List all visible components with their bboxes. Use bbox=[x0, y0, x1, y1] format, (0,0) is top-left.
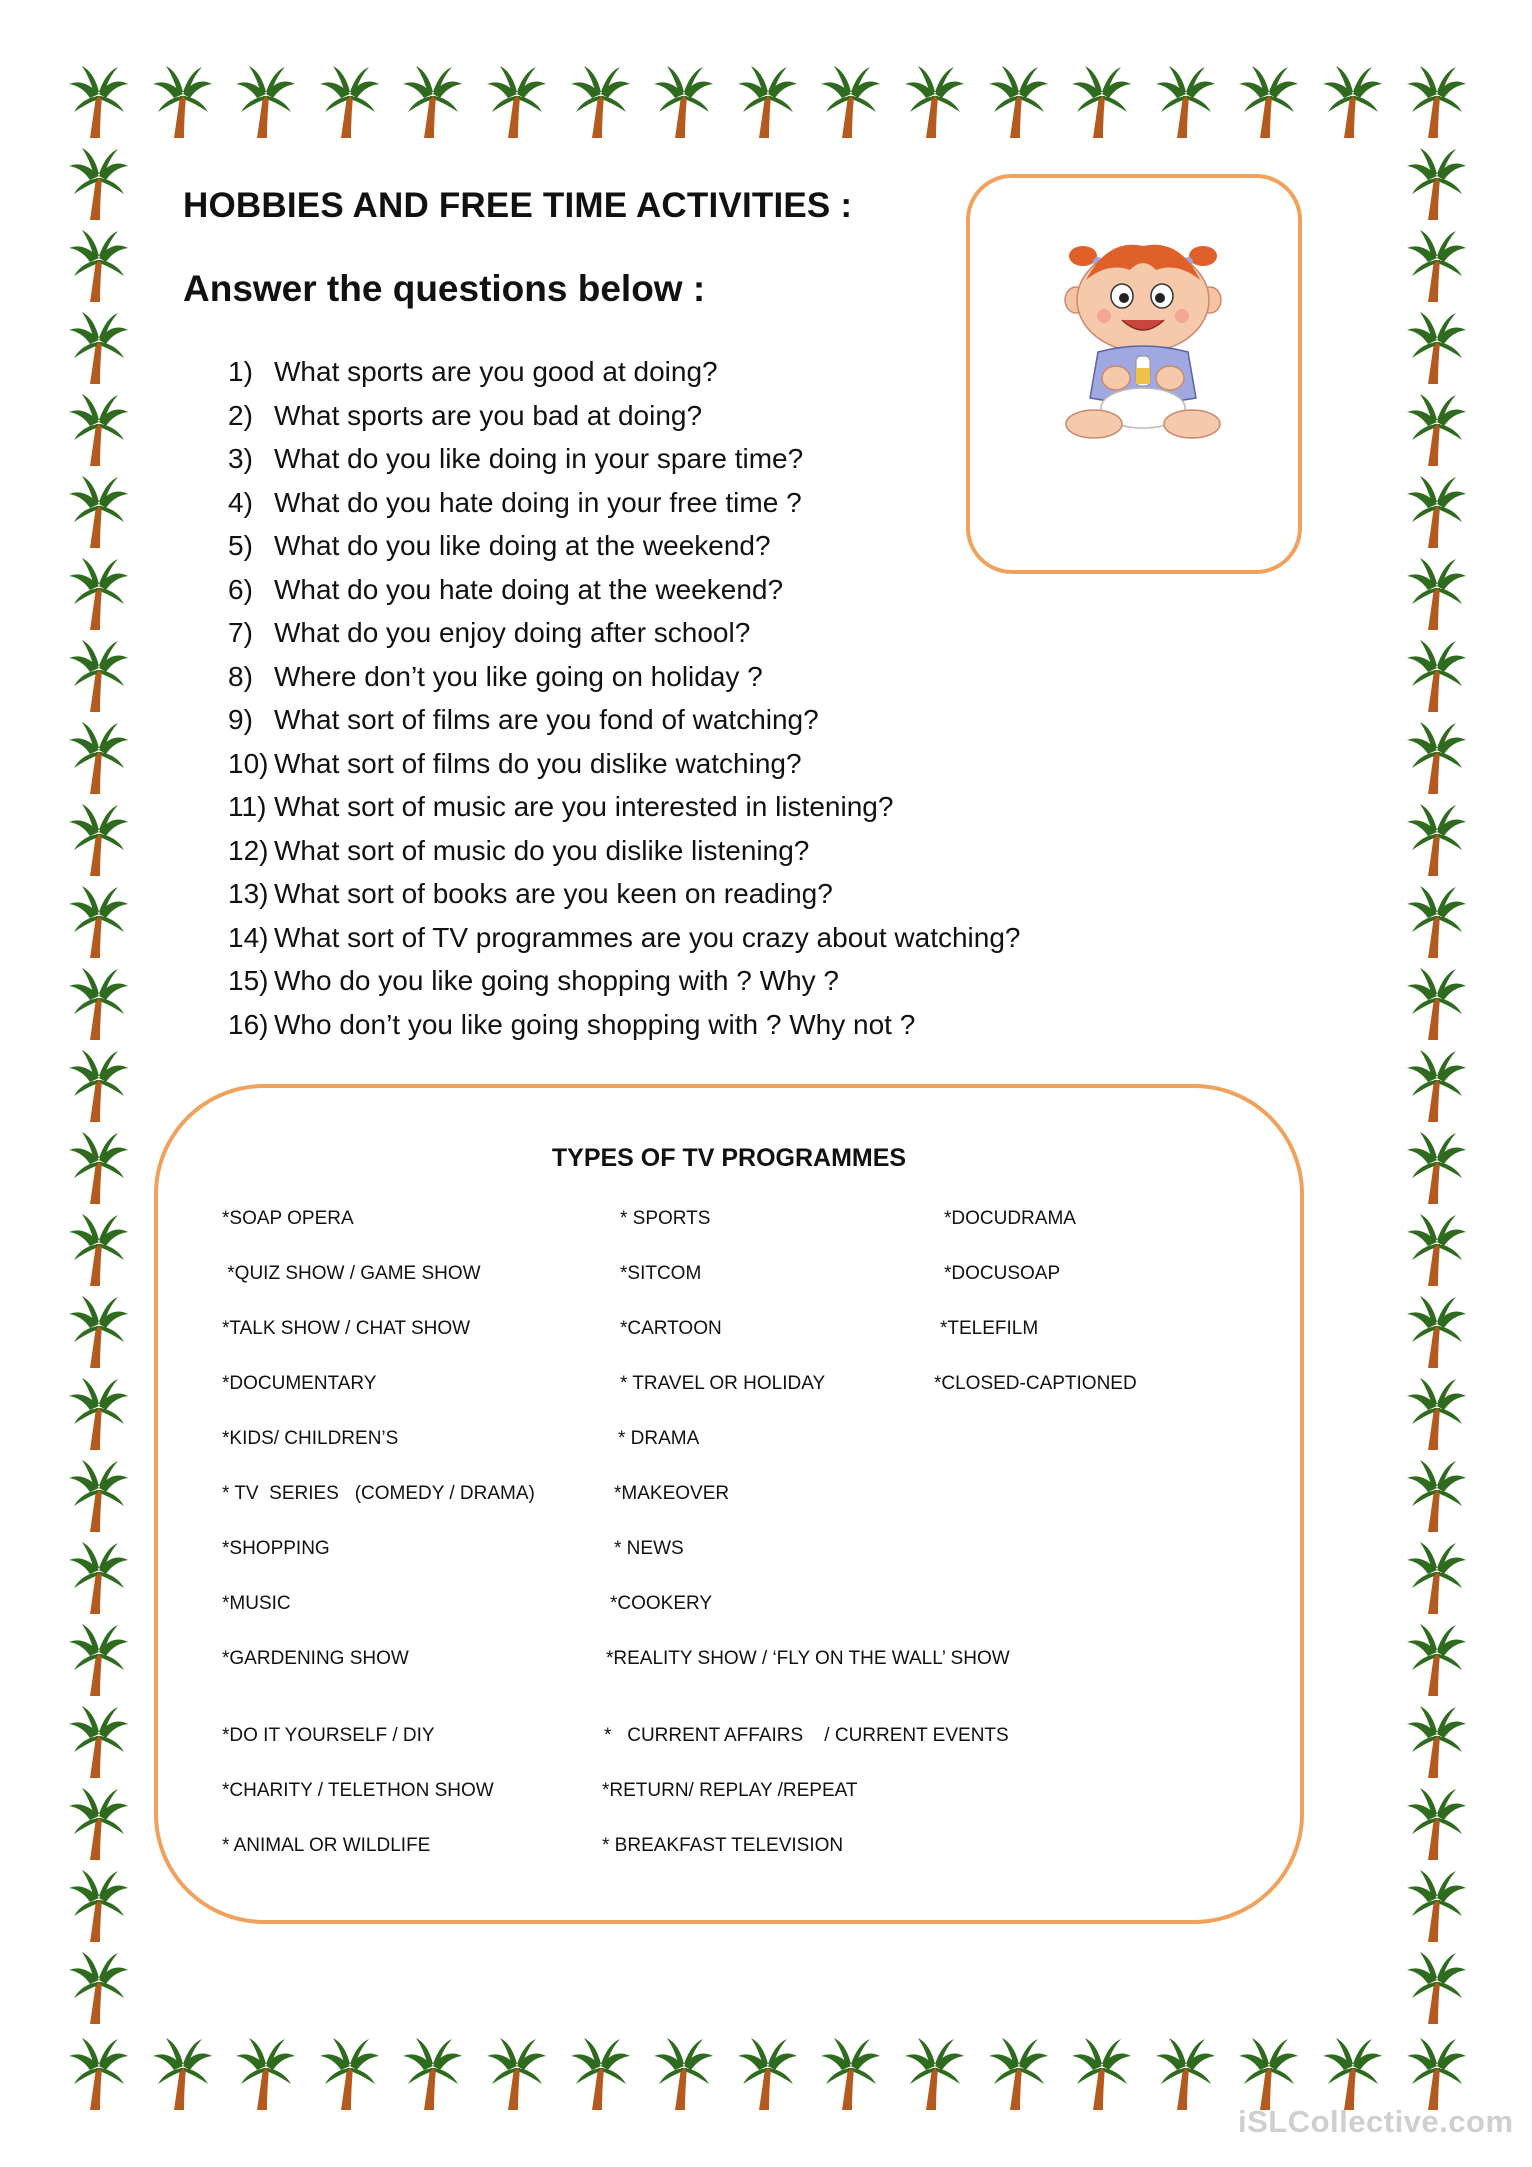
question-item bbox=[228, 829, 1020, 873]
question-number: 3) bbox=[228, 443, 253, 474]
question-number: 8) bbox=[228, 660, 253, 692]
tv-type-item: *TELEFILM bbox=[940, 1318, 1039, 1339]
palm-tree-icon bbox=[66, 1784, 130, 1862]
palm-tree-icon bbox=[66, 62, 130, 140]
palm-tree-icon bbox=[150, 2034, 214, 2112]
palm-tree-icon bbox=[1236, 2034, 1300, 2112]
question-text: What sports are you bad at doing? bbox=[274, 399, 703, 431]
question-item bbox=[228, 742, 1020, 786]
palm-tree-icon bbox=[1404, 226, 1468, 304]
palm-tree-icon bbox=[986, 62, 1050, 140]
question-item bbox=[228, 611, 1020, 655]
question-text: Who don’t you like going shopping with ? Why not ? bbox=[274, 1008, 916, 1040]
question-number: 16) bbox=[228, 1008, 269, 1040]
palm-tree-icon bbox=[818, 62, 882, 140]
palm-tree-icon bbox=[902, 2034, 966, 2112]
question-text: What do you hate doing in your free time ? bbox=[274, 486, 802, 518]
palm-tree-icon bbox=[317, 2034, 381, 2112]
question-item bbox=[228, 350, 1020, 394]
palm-tree-icon bbox=[735, 62, 799, 140]
question-item bbox=[228, 568, 1020, 612]
palm-tree-icon bbox=[1320, 2034, 1384, 2112]
question-text: What sort of TV programmes are you crazy about watching? bbox=[274, 921, 1021, 953]
question-item bbox=[228, 394, 1020, 438]
palm-tree-icon bbox=[1404, 964, 1468, 1042]
palm-tree-icon bbox=[150, 62, 214, 140]
palm-tree-icon bbox=[1153, 62, 1217, 140]
tv-type-item: * SPORTS bbox=[620, 1208, 711, 1229]
tv-type-item: *CLOSED-CAPTIONED bbox=[934, 1373, 1137, 1394]
question-number: 2) bbox=[228, 399, 253, 431]
tv-type-item: * DRAMA bbox=[618, 1428, 700, 1449]
palm-tree-icon bbox=[66, 144, 130, 222]
palm-tree-icon bbox=[1069, 62, 1133, 140]
palm-tree-icon bbox=[400, 2034, 464, 2112]
question-number: 7) bbox=[228, 617, 253, 648]
question-text: What do you enjoy doing after school? bbox=[274, 617, 751, 648]
tv-type-item: * CURRENT AFFAIRS / CURRENT EVENTS bbox=[604, 1725, 1009, 1746]
question-item bbox=[228, 698, 1020, 742]
palm-tree-icon bbox=[1404, 144, 1468, 222]
question-number: 11) bbox=[228, 791, 267, 822]
palm-tree-icon bbox=[66, 2034, 130, 2112]
tv-type-item: *MAKEOVER bbox=[614, 1483, 730, 1504]
palm-tree-icon bbox=[1069, 2034, 1133, 2112]
palm-tree-icon bbox=[1404, 1210, 1468, 1288]
tv-programmes-box bbox=[154, 1084, 1304, 1924]
palm-tree-icon bbox=[1404, 718, 1468, 796]
palm-tree-icon bbox=[66, 800, 130, 878]
palm-tree-icon bbox=[1404, 1046, 1468, 1124]
tv-type-item: * TV SERIES (COMEDY / DRAMA) bbox=[222, 1483, 535, 1504]
palm-tree-icon bbox=[568, 62, 632, 140]
palm-tree-icon bbox=[1404, 308, 1468, 386]
palm-tree-icon bbox=[1404, 1702, 1468, 1780]
question-item bbox=[228, 916, 1020, 960]
palm-tree-icon bbox=[66, 882, 130, 960]
question-text: What do you like doing at the weekend? bbox=[274, 530, 771, 561]
question-text: What sort of films are you fond of watching? bbox=[274, 704, 819, 735]
question-number: 13) bbox=[228, 878, 269, 909]
question-text: What sports are you good at doing? bbox=[274, 356, 718, 387]
tv-type-item: * ANIMAL OR WILDLIFE bbox=[222, 1835, 431, 1856]
palm-tree-icon bbox=[400, 62, 464, 140]
tv-type-item: *TALK SHOW / CHAT SHOW bbox=[222, 1318, 471, 1339]
palm-tree-icon bbox=[1404, 800, 1468, 878]
tv-type-item: * TRAVEL OR HOLIDAY bbox=[620, 1373, 826, 1394]
question-item bbox=[228, 872, 1020, 916]
tv-type-item: *SHOPPING bbox=[222, 1538, 330, 1559]
question-text: Who do you like going shopping with ? Why ? bbox=[274, 965, 839, 996]
palm-tree-icon bbox=[66, 1456, 130, 1534]
palm-tree-icon bbox=[1404, 554, 1468, 632]
palm-tree-icon bbox=[1404, 1128, 1468, 1206]
question-item bbox=[228, 1003, 1020, 1047]
tv-type-item: *SOAP OPERA bbox=[222, 1208, 354, 1229]
palm-tree-icon bbox=[66, 390, 130, 468]
tv-type-item: *KIDS/ CHILDREN’S bbox=[222, 1428, 399, 1449]
tv-type-item: *DOCUSOAP bbox=[944, 1263, 1061, 1284]
question-text: What do you like doing in your spare time? bbox=[274, 443, 804, 474]
question-item bbox=[228, 524, 1020, 568]
question-number: 14) bbox=[228, 921, 269, 953]
palm-tree-icon bbox=[1153, 2034, 1217, 2112]
palm-tree-icon bbox=[735, 2034, 799, 2112]
question-text: What sort of music do you dislike listening? bbox=[274, 834, 810, 866]
question-text: What sort of films do you dislike watching? bbox=[274, 747, 802, 779]
question-number: 4) bbox=[228, 486, 253, 518]
palm-tree-icon bbox=[1404, 1292, 1468, 1370]
palm-tree-icon bbox=[1404, 472, 1468, 550]
tv-type-item: * NEWS bbox=[614, 1538, 684, 1559]
palm-tree-icon bbox=[1320, 62, 1384, 140]
question-item bbox=[228, 437, 1020, 481]
palm-tree-icon bbox=[66, 1948, 130, 2026]
palm-tree-icon bbox=[66, 1210, 130, 1288]
question-number: 12) bbox=[228, 834, 269, 866]
question-text: What sort of books are you keen on reading? bbox=[274, 878, 833, 909]
tv-type-item: *CHARITY / TELETHON SHOW bbox=[222, 1780, 494, 1801]
tv-type-item: *SITCOM bbox=[620, 1263, 702, 1284]
question-number: 5) bbox=[228, 530, 253, 561]
palm-tree-icon bbox=[233, 2034, 297, 2112]
tv-type-item: *RETURN/ REPLAY /REPEAT bbox=[602, 1780, 858, 1801]
tv-type-item: *DOCUMENTARY bbox=[222, 1373, 377, 1394]
tv-programmes-title: TYPES OF TV PROGRAMMES bbox=[551, 1144, 907, 1172]
question-text: What do you hate doing at the weekend? bbox=[274, 573, 784, 605]
palm-tree-icon bbox=[66, 1374, 130, 1452]
question-item bbox=[228, 785, 1020, 829]
palm-tree-icon bbox=[1404, 1538, 1468, 1616]
palm-tree-icon bbox=[66, 1866, 130, 1944]
baby-girl-illustration bbox=[1058, 228, 1228, 448]
palm-tree-icon bbox=[66, 1046, 130, 1124]
palm-tree-icon bbox=[1236, 62, 1300, 140]
question-number: 1) bbox=[228, 356, 253, 387]
palm-tree-icon bbox=[66, 1128, 130, 1206]
palm-tree-icon bbox=[66, 1702, 130, 1780]
illustration-frame bbox=[966, 174, 1302, 574]
question-number: 9) bbox=[228, 704, 253, 735]
palm-tree-icon bbox=[66, 308, 130, 386]
palm-tree-icon bbox=[233, 62, 297, 140]
tv-type-item: * BREAKFAST TELEVISION bbox=[602, 1835, 844, 1856]
tv-type-item: *QUIZ SHOW / GAME SHOW bbox=[222, 1263, 481, 1284]
tv-type-item: *GARDENING SHOW bbox=[222, 1648, 409, 1669]
palm-tree-icon bbox=[1404, 1866, 1468, 1944]
palm-tree-icon bbox=[1404, 1948, 1468, 2026]
palm-tree-icon bbox=[1404, 1456, 1468, 1534]
palm-tree-icon bbox=[651, 62, 715, 140]
question-text: Where don’t you like going on holiday ? bbox=[274, 660, 763, 692]
palm-tree-icon bbox=[66, 226, 130, 304]
palm-tree-icon bbox=[66, 1292, 130, 1370]
question-number: 15) bbox=[228, 965, 269, 996]
tv-type-item: *DOCUDRAMA bbox=[944, 1208, 1076, 1229]
palm-tree-icon bbox=[568, 2034, 632, 2112]
palm-tree-icon bbox=[66, 964, 130, 1042]
watermark: iSLCollective.com bbox=[1238, 2104, 1514, 2139]
palm-tree-icon bbox=[986, 2034, 1050, 2112]
question-text: What sort of music are you interested in listening? bbox=[274, 791, 894, 822]
question-item bbox=[228, 481, 1020, 525]
tv-type-item: *CARTOON bbox=[620, 1318, 722, 1339]
palm-tree-icon bbox=[66, 1538, 130, 1616]
palm-tree-icon bbox=[484, 62, 548, 140]
worksheet-subtitle: Answer the questions below : bbox=[183, 268, 706, 309]
palm-tree-icon bbox=[1404, 636, 1468, 714]
palm-tree-icon bbox=[66, 718, 130, 796]
palm-tree-icon bbox=[317, 62, 381, 140]
palm-tree-icon bbox=[1404, 1374, 1468, 1452]
tv-type-item: *REALITY SHOW / ‘FLY ON THE WALL’ SHOW bbox=[606, 1648, 1010, 1669]
palm-tree-icon bbox=[902, 62, 966, 140]
question-number: 10) bbox=[228, 747, 269, 779]
questions-list bbox=[228, 350, 1020, 1046]
palm-tree-icon bbox=[1404, 62, 1468, 140]
palm-tree-icon bbox=[651, 2034, 715, 2112]
palm-tree-icon bbox=[484, 2034, 548, 2112]
question-item bbox=[228, 959, 1020, 1003]
worksheet-title: HOBBIES AND FREE TIME ACTIVITIES : bbox=[183, 186, 853, 225]
palm-tree-icon bbox=[1404, 1784, 1468, 1862]
palm-tree-icon bbox=[1404, 2034, 1468, 2112]
palm-tree-icon bbox=[66, 472, 130, 550]
tv-type-item: *DO IT YOURSELF / DIY bbox=[222, 1725, 435, 1746]
palm-tree-icon bbox=[1404, 1620, 1468, 1698]
question-number: 6) bbox=[228, 573, 253, 605]
question-item bbox=[228, 655, 1020, 699]
palm-tree-icon bbox=[66, 1620, 130, 1698]
tv-type-item: *MUSIC bbox=[222, 1593, 291, 1614]
palm-tree-icon bbox=[66, 636, 130, 714]
palm-tree-icon bbox=[66, 554, 130, 632]
tv-type-item: *COOKERY bbox=[610, 1593, 713, 1614]
palm-tree-icon bbox=[818, 2034, 882, 2112]
palm-tree-icon bbox=[1404, 882, 1468, 960]
palm-tree-icon bbox=[1404, 390, 1468, 468]
